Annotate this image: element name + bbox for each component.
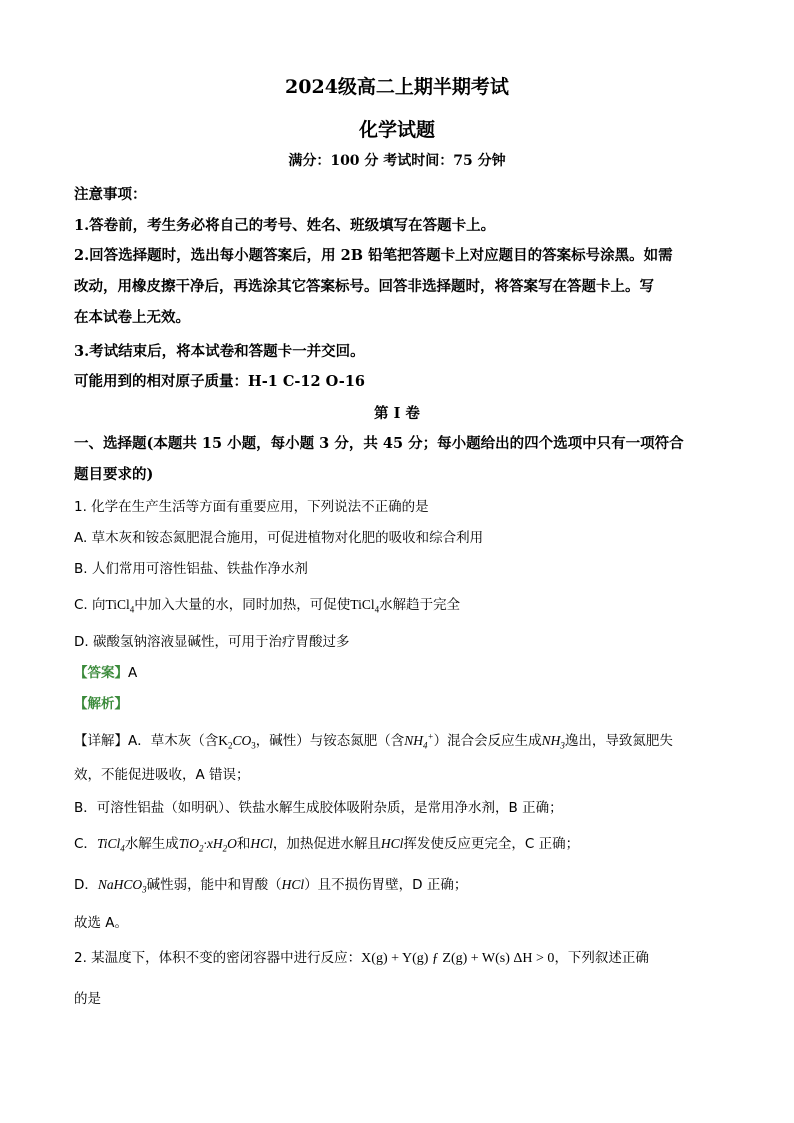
ticl4-formula: TiCl$_4$ [105,597,135,615]
notes-heading: 注意事项： [74,186,147,203]
q1-explanation-c: C．TiCl$_4$水解生成$TiO_2\cdot xH_2O$和HCl，加热促进水解且HCl挥发使反应更完全，C 正确； [74,836,580,854]
exam-info: 满分：100 分 考试时间：75 分钟 [288,153,506,169]
note-1: 1.答卷前，考生务必将自己的考号、姓名、班级填写在答题卡上。 [74,217,496,234]
q1-option-a: A. 草木灰和铵态氮肥混合施用，可促进植物对化肥的吸收和综合利用 [74,530,484,546]
exam-title: 2024级高二上期半期考试 [285,76,509,98]
ticl4-formula: TiCl$_4$ [96,836,125,854]
q2-stem-line-1: 2. 某温度下，体积不变的密闭容器中进行反应：X(g) + Y(g) ƒ Z(g) + W(s) ΔH > 0，下列叙述正确 [74,950,649,966]
q1-option-d: D. 碳酸氢钠溶液显碱性，可用于治疗胃酸过多 [74,634,350,650]
note-2-line-3: 在本试卷上无效。 [74,309,190,326]
note-2-line-2: 改动，用橡皮擦干净后，再选涂其它答案标号。回答非选择题时，将答案写在答题卡上。写 [74,278,654,295]
nh4-formula: $NH_4^+$ [404,731,434,751]
q2-reaction-equation: X(g) + Y(g) ƒ Z(g) + W(s) ΔH > 0 [361,951,555,966]
q2-stem-line-2: 的是 [74,991,101,1007]
tio2-formula: $TiO_2\cdot xH_2O$ [178,836,237,854]
detail-tag: 【详解】 [74,733,128,749]
q1-stem: 1. 化学在生产生活等方面有重要应用，下列说法不正确的是 [74,499,429,515]
q1-explanation-b: B．可溶性铝盐（如明矾）、铁盐水解生成胶体吸附杂质，是常用净水剂，B 正确； [74,800,563,816]
q1-explanation-a-line-1: 【详解】A．草木灰（含$K_2CO_3$，碱性）与铵态氮肥（含$NH_4^+$）混合会反应生成$NH_3$逸出，导致氮肥失 [74,731,673,751]
section-heading-line-1: 一、选择题(本题共 15 小题，每小题 3 分，共 45 分；每小题给出的四个选项中只有一项符合 [74,435,684,452]
hcl-formula: HCl [380,836,404,851]
hcl-formula: HCl [281,877,305,892]
q1-explanation-a-line-2: 效，不能促进吸收，A 错误； [74,767,250,783]
q1-explanation-d: D．NaHCO$_3$碱性弱，能中和胃酸（HCl）且不损伤胃壁，D 正确； [74,877,468,895]
note-2-line-1: 2.回答选择题时，选出每小题答案后，用 2B 铅笔把答题卡上对应题目的答案标号涂黑。如需 [74,247,673,264]
volume-heading: 第 I 卷 [374,405,420,422]
note-3: 3.考试结束后，将本试卷和答题卡一并交回。 [74,343,365,360]
nh3-formula: $NH_3$ [541,733,565,751]
q1-conclusion: 故选 A。 [74,915,129,931]
nahco3-formula: NaHCO$_3$ [97,877,147,895]
answer-tag: 【答案】 [74,665,128,681]
hcl-formula: HCl [250,836,273,851]
exam-subject: 化学试题 [358,119,435,141]
q1-option-b: B. 人们常用可溶性铝盐、铁盐作净水剂 [74,561,308,577]
k2co3-formula: $K_2CO_3$ [218,733,256,751]
ticl4-formula: TiCl$_4$ [350,597,380,615]
q1-option-c: C. 向TiCl$_4$中加入大量的水，同时加热，可促使TiCl$_4$水解趋于完全 [74,597,461,615]
atomic-masses: 可能用到的相对原子质量：H-1 C-12 O-16 [74,373,365,390]
q1-answer: 【答案】A [74,665,138,681]
q1-analysis-tag: 【解析】 [74,696,128,712]
section-heading-line-2: 题目要求的) [74,466,154,483]
